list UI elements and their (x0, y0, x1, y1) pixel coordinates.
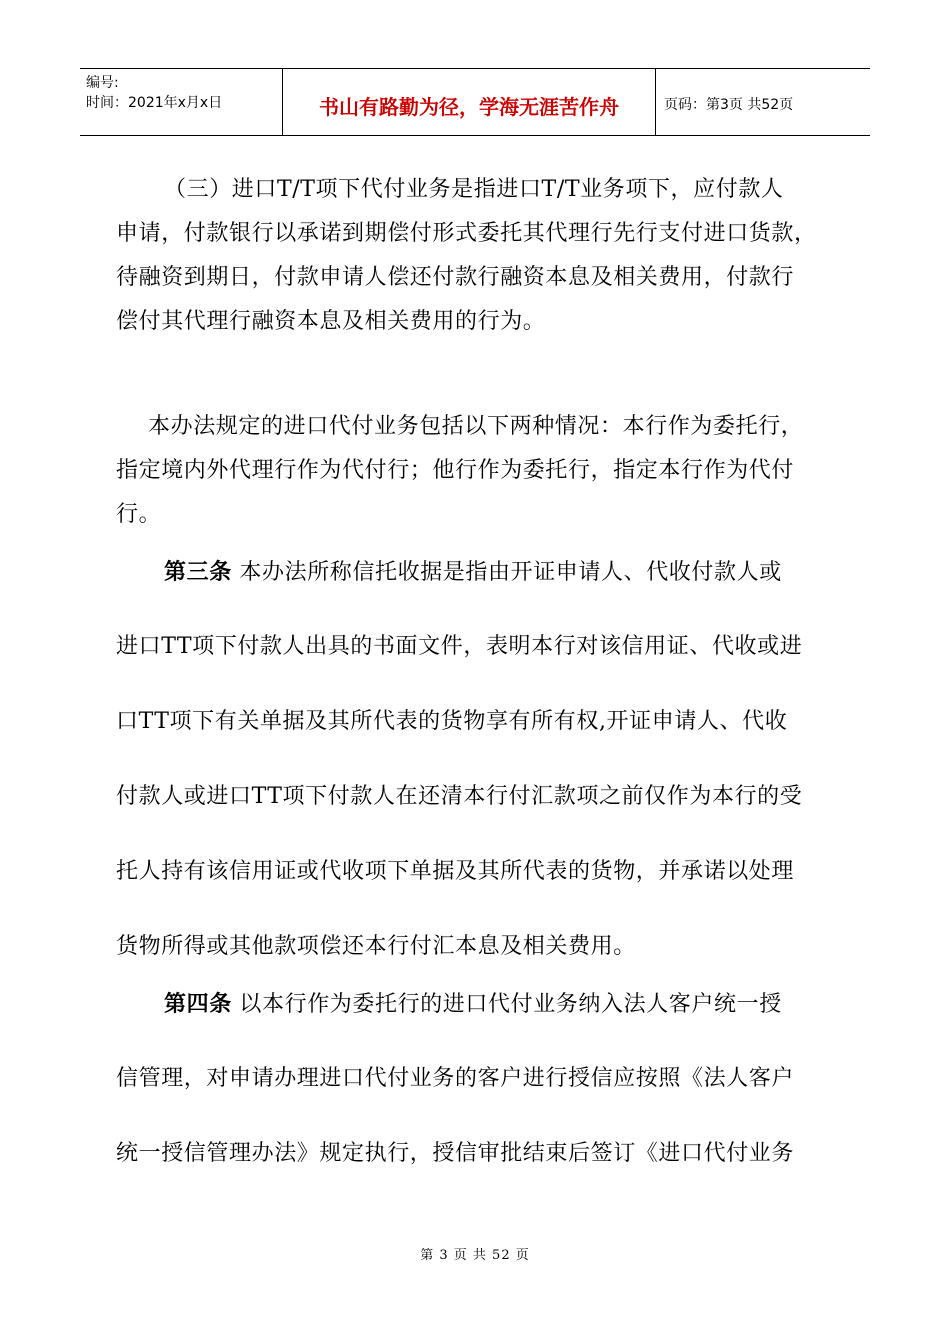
paragraph-line: 信管理，对申请办理进口代付业务的客户进行授信应按照《法人客户 (116, 1066, 795, 1091)
article-three-text: 本办法所称信托收据是指由开证申请人、代收付款人或 (231, 560, 782, 585)
page-footer: 第 3 页 共 52 页 (420, 1248, 530, 1263)
paragraph-line: 付款人或进口TT项下付款人在还清本行付汇款项之前仅作为本行的受 (116, 784, 803, 809)
paragraph-line: 偿付其代理行融资本息及相关费用的行为。 (116, 309, 546, 334)
article-four (116, 980, 836, 1205)
paragraph-line: 行。 (116, 502, 162, 527)
paragraph-line (116, 980, 836, 1055)
document-time-label: 时间：2021年x月x日 (86, 95, 223, 111)
paragraph-line: 货物所得或其他款项偿还本行付汇本息及相关费用。 (116, 934, 636, 959)
document-number-label: 编号: (86, 75, 119, 91)
page-header (80, 68, 870, 136)
header-motto: 书山有路勤为径，学海无涯苦作舟 (283, 69, 656, 135)
paragraph-line: 待融资到期日，付款申请人偿还付款行融资本息及相关费用，付款行 (116, 265, 795, 290)
paragraph-line (116, 548, 836, 623)
article-three-title: 第三条 (164, 559, 232, 585)
paragraph-scope (116, 405, 836, 537)
paragraph-line: 口TT项下有关单据及其所代表的货物享有所有权,开证申请人、代收 (116, 709, 788, 734)
paragraph-line: （三）进口T/T项下代付业务是指进口T/T业务项下，应付款人 (164, 177, 784, 202)
header-page-info: 页码：第3页 共52页 (664, 97, 794, 113)
article-four-title: 第四条 (164, 991, 232, 1017)
paragraph-line: 统一授信管理办法》规定执行，授信审批结束后签订《进口代付业务 (116, 1141, 795, 1166)
article-three (116, 548, 836, 998)
paragraph-line: 申请，付款银行以承诺到期偿付形式委托其代理行先行支付进口货款， (116, 221, 817, 246)
paragraph-line: 指定境内外代理行作为代付行；他行作为委托行，指定本行作为代付 (116, 458, 795, 483)
article-four-text: 以本行作为委托行的进口代付业务纳入法人客户统一授 (231, 992, 782, 1017)
header-meta (80, 69, 283, 135)
paragraph-tt-financing (116, 168, 836, 344)
paragraph-line: 进口TT项下付款人出具的书面文件，表明本行对该信用证、代收或进 (116, 634, 803, 659)
paragraph-line: 托人持有该信用证或代收项下单据及其所代表的货物，并承诺以处理 (116, 859, 795, 884)
paragraph-line: 本办法规定的进口代付业务包括以下两种情况：本行作为委托行， (148, 414, 804, 439)
